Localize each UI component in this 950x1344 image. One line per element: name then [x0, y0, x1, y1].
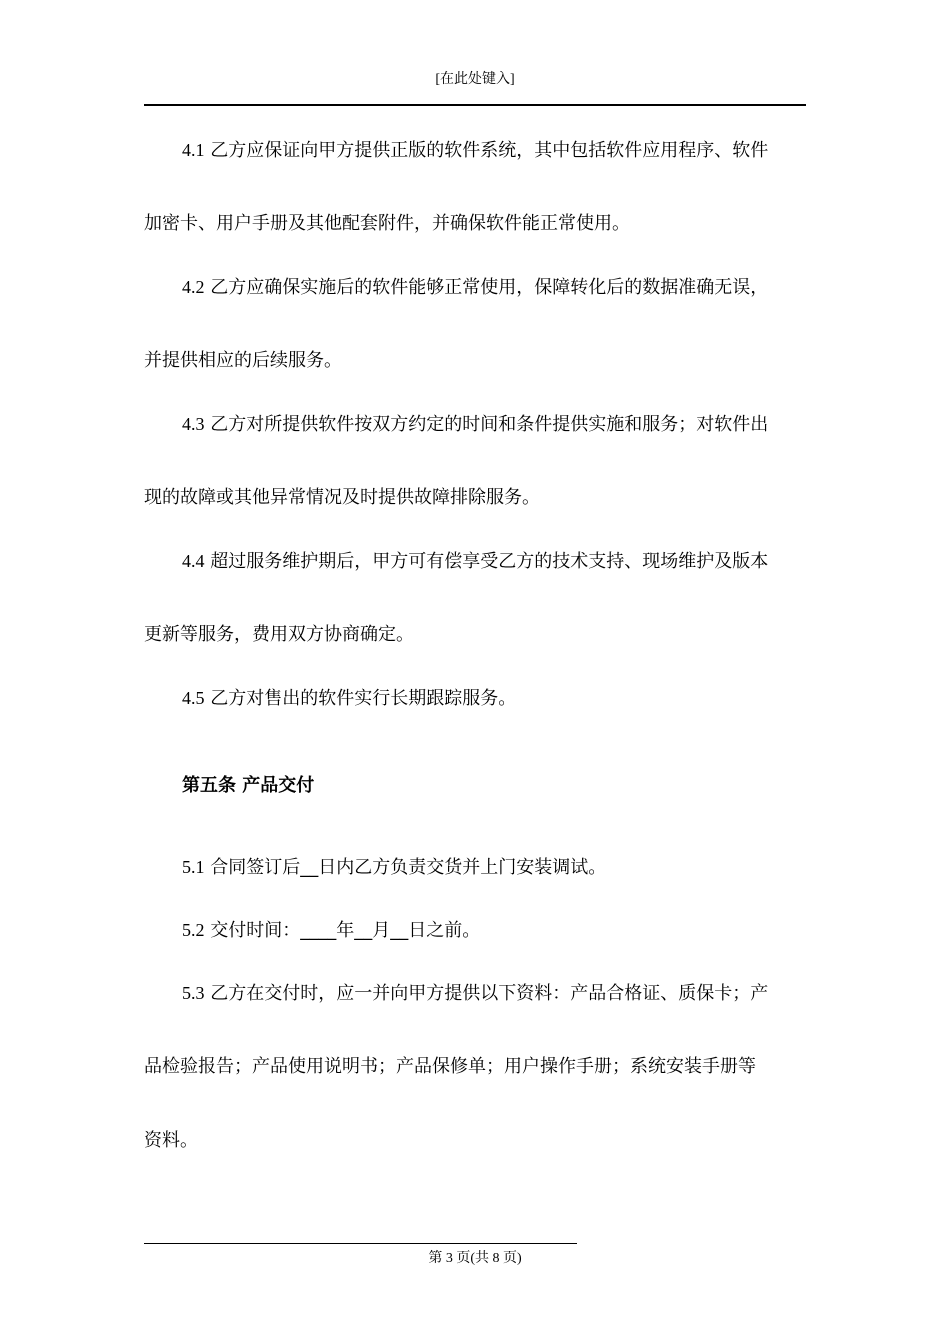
clause-4-1-line1: [182, 139, 844, 162]
clause-5-3-line1: [182, 982, 844, 1005]
clause-4-3-line1: [182, 413, 844, 436]
clause-5-1-line1: [182, 856, 844, 879]
clause-4-4-line2: 更新等服务，费用双方协商确定。: [144, 624, 414, 645]
footer-divider: [144, 1243, 577, 1244]
clause-number: 5.3: [182, 983, 205, 1003]
clause-number: 4.5: [182, 688, 205, 708]
clause-number: 4.3: [182, 414, 205, 434]
clause-text: 超过服务维护期后，甲方可有偿享受乙方的技术支持、现场维护及版本: [210, 551, 769, 572]
clause-5-3-line2: 品检验报告；产品使用说明书；产品保修单；用户操作手册；系统安装手册等: [144, 1056, 756, 1077]
clause-number: 5.1: [182, 857, 205, 877]
clause-text: 乙方在交付时，应一并向甲方提供以下资料：产品合格证、质保卡；产: [210, 983, 769, 1004]
page-header: [在此处键入]: [435, 72, 515, 87]
page-footer: 第 3 页(共 8 页): [428, 1251, 522, 1266]
clause-number: 4.2: [182, 277, 205, 297]
clause-4-4-line1: [182, 550, 844, 573]
clause-number: 4.4: [182, 551, 205, 571]
clause-text: 交付时间：____年__月__日之前。: [210, 920, 481, 941]
clause-4-2-line1: [182, 276, 844, 299]
clause-text: 合同签订后__日内乙方负责交货并上门安装调试。: [210, 857, 607, 878]
clause-4-2-line2: 并提供相应的后续服务。: [144, 350, 342, 371]
clause-5-3-line3: 资料。: [144, 1130, 198, 1151]
clause-4-3-line2: 现的故障或其他异常情况及时提供故障排除服务。: [144, 487, 540, 508]
section-heading: 第五条 产品交付: [182, 775, 315, 796]
clause-5-2-line1: [182, 919, 844, 942]
header-divider: [144, 104, 806, 106]
clause-number: 5.2: [182, 920, 205, 940]
clause-number: 4.1: [182, 140, 205, 160]
clause-text: 乙方对所提供软件按双方约定的时间和条件提供实施和服务；对软件出: [210, 414, 769, 435]
clause-text: 乙方对售出的软件实行长期跟踪服务。: [210, 688, 517, 709]
clause-text: 乙方应确保实施后的软件能够正常使用，保障转化后的数据准确无误，: [210, 277, 769, 298]
clause-text: 乙方应保证向甲方提供正版的软件系统，其中包括软件应用程序、软件: [210, 140, 769, 161]
clause-4-5-line1: [182, 687, 844, 710]
clause-4-1-line2: 加密卡、用户手册及其他配套附件，并确保软件能正常使用。: [144, 213, 630, 234]
